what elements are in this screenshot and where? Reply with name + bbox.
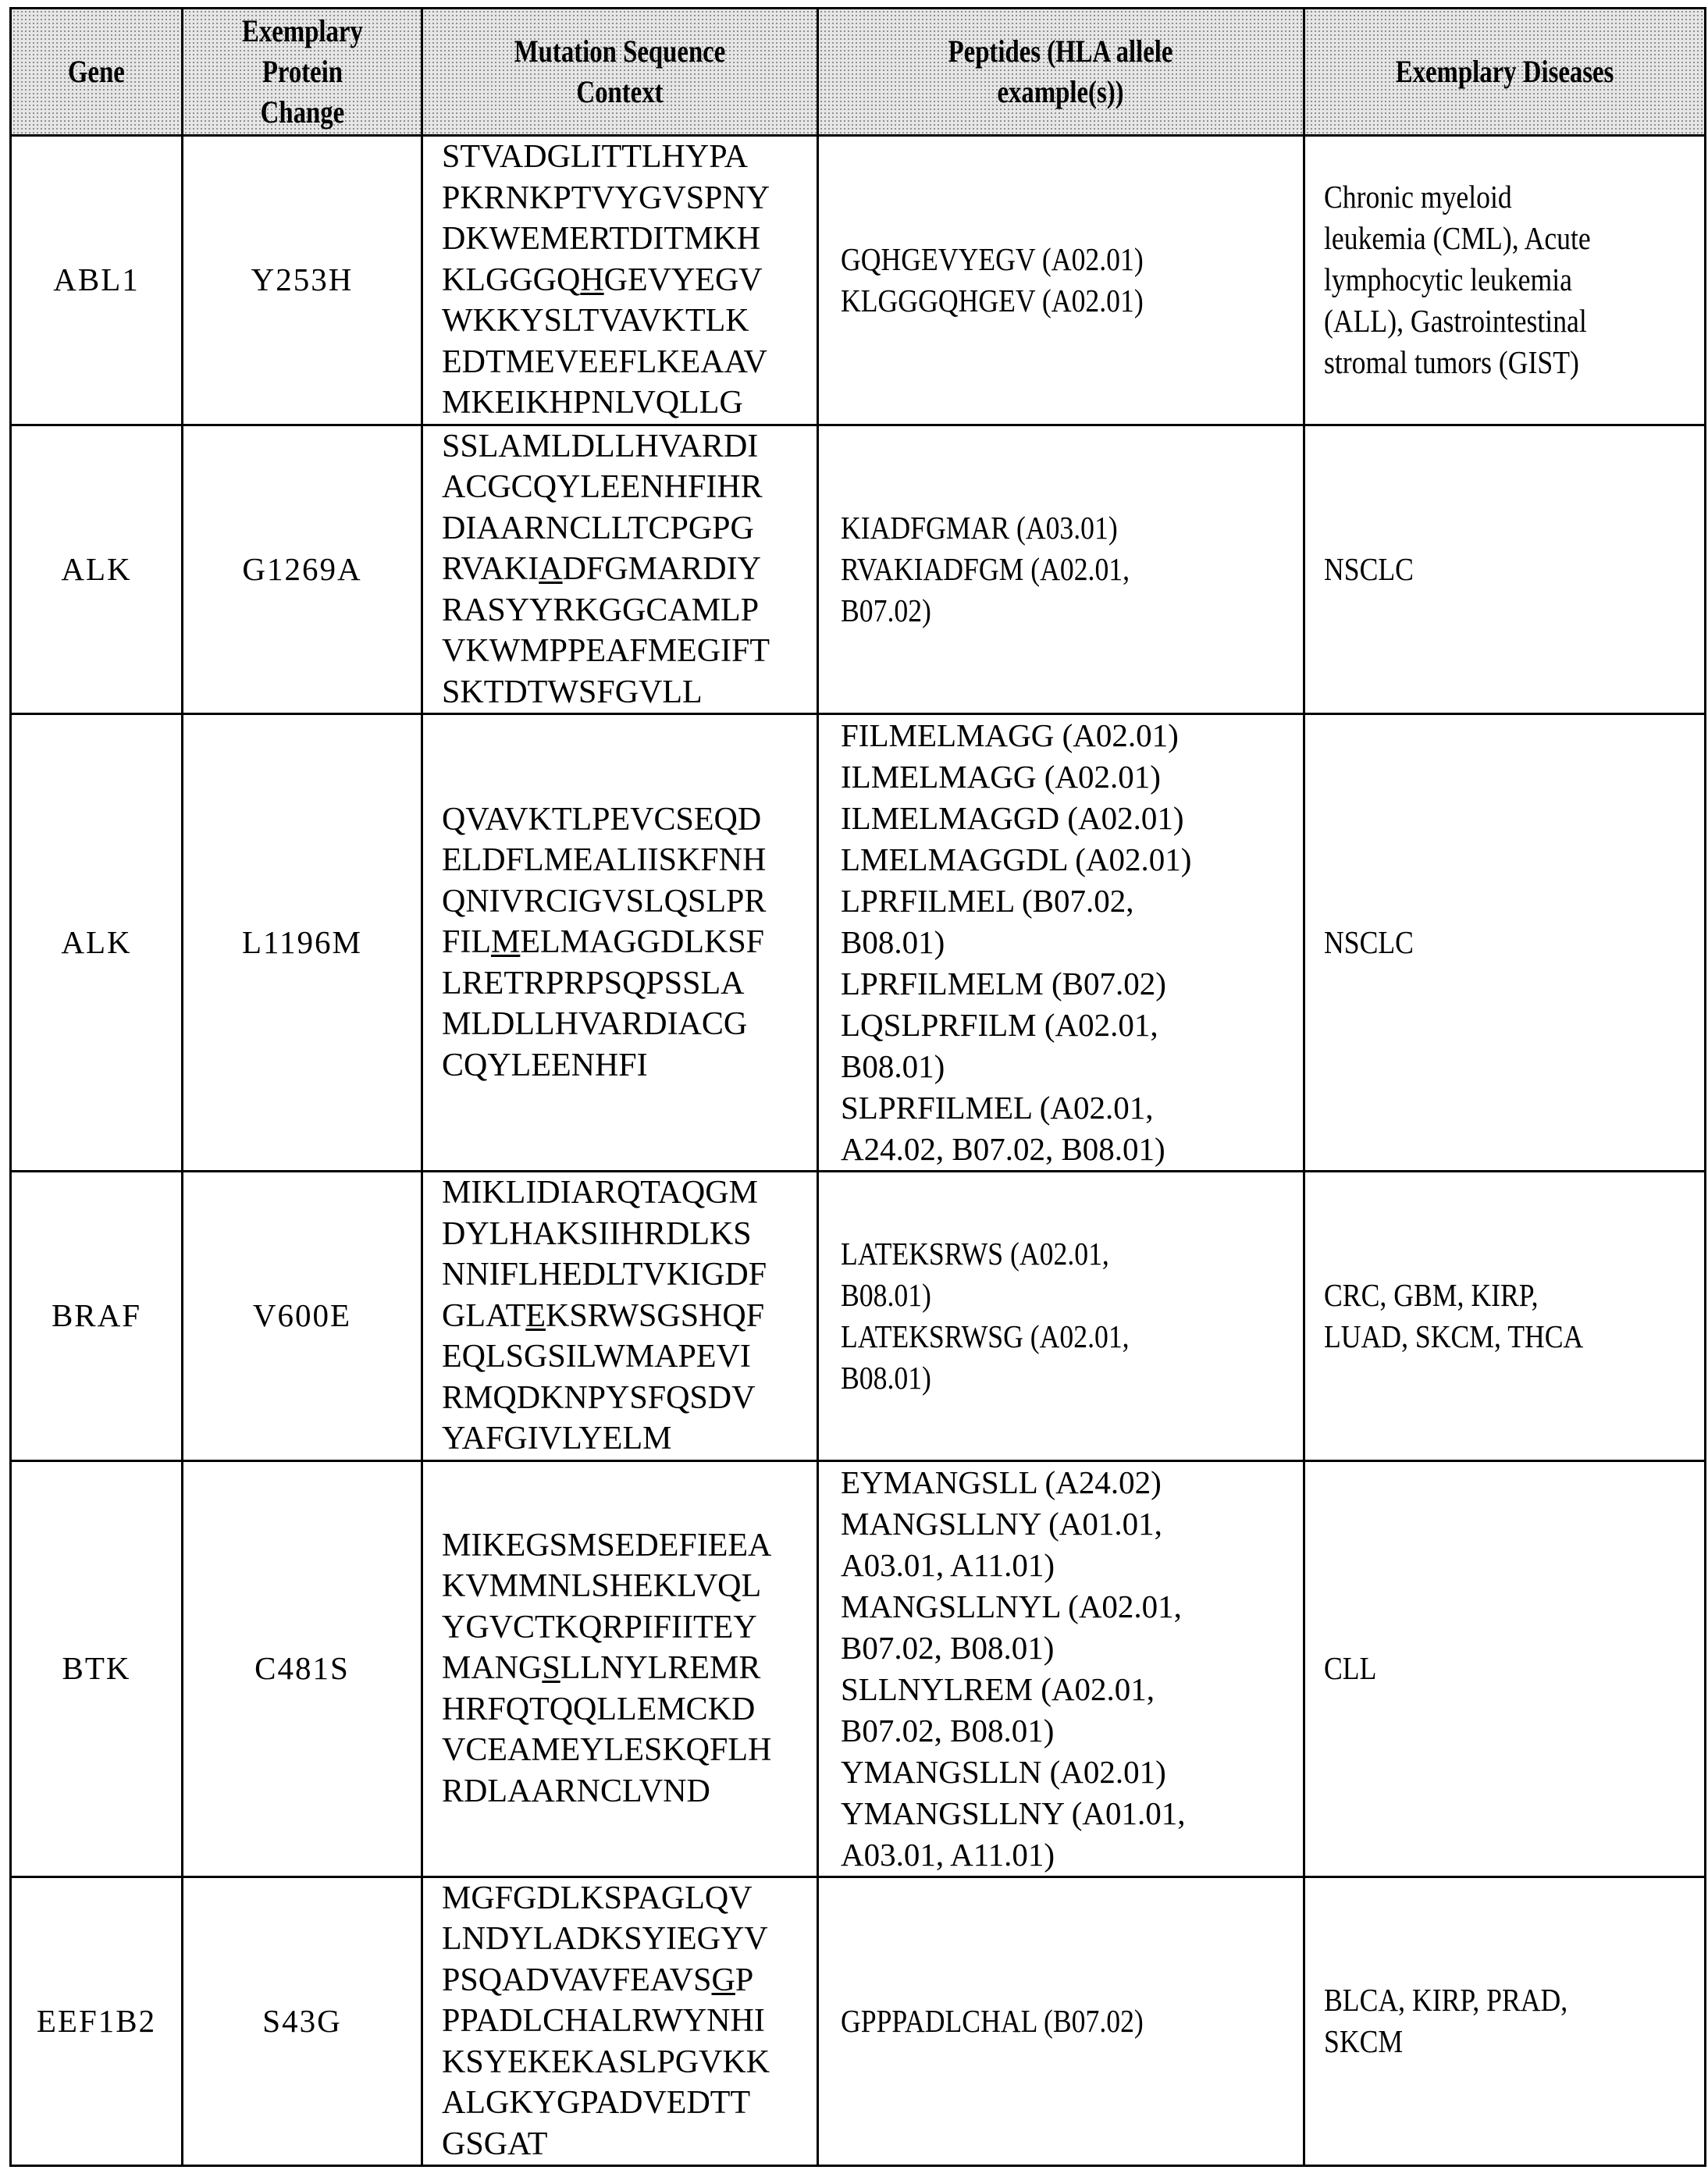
sequence-line [442, 2124, 817, 2165]
peptide-text: SLPRFILMEL (A02.01, [841, 1090, 1154, 1126]
mutated-residue: S [542, 1650, 560, 1687]
gene-cell: ALK [11, 714, 183, 1172]
peptide-line [841, 1316, 1303, 1357]
peptide-text: ILMELMAGG (A02.01) [841, 759, 1161, 795]
protein-change-cell: L1196M [183, 714, 422, 1172]
sequence-line [442, 2042, 817, 2083]
peptide-line [841, 239, 1303, 280]
sequence-text: ALGKYGPADVEDTT [442, 2085, 751, 2121]
sequence-text: YAFGIVLYELM [442, 1421, 672, 1457]
disease-text: stromal tumors (GIST) [1324, 344, 1579, 381]
sequence-text: KLGGGQ [442, 261, 581, 298]
sequence-text: ELDFLMEALIISKFNH [442, 842, 767, 879]
header-gene: Gene [11, 9, 183, 136]
peptide-line [841, 1834, 1303, 1876]
peptide-line [841, 1233, 1303, 1275]
sequence-line [442, 1878, 817, 1919]
sequence-line [442, 1771, 817, 1812]
peptide-line [841, 756, 1303, 798]
sequence-text: PKRNKPTVYGVSPNY [442, 180, 770, 216]
sequence-text: GSGAT [442, 2126, 548, 2162]
disease-line [1324, 1316, 1696, 1357]
sequence-text: NNIFLHEDLTVKIGDF [442, 1257, 767, 1293]
sequence-text: KSRWSGSHQF [545, 1297, 765, 1334]
header-row [11, 9, 1706, 136]
sequence-text: P [735, 1962, 754, 1998]
disease-line [1324, 1648, 1696, 1689]
peptide-text: RVAKIADFGM (A02.01, [841, 550, 1130, 587]
disease-text: LUAD, SKCM, THCA [1324, 1318, 1584, 1354]
header-protein-change: Exemplary Protein Change [183, 9, 422, 136]
peptide-line [841, 1129, 1303, 1170]
sequence-line [442, 1378, 817, 1419]
table-row [11, 425, 1706, 714]
disease-text: leukemia (CML), Acute [1324, 220, 1591, 257]
peptide-text: FILMELMAGG (A02.01) [841, 717, 1179, 753]
table-row [11, 1172, 1706, 1461]
sequence-line [442, 922, 817, 963]
disease-line [1324, 342, 1696, 383]
sequence-line [442, 1336, 817, 1378]
disease-line [1324, 218, 1696, 259]
peptide-line [841, 2001, 1303, 2042]
sequence-text: RDLAARNCLVND [442, 1773, 710, 1809]
sequence-text: KSYEKEKASLPGVKK [442, 2044, 770, 2080]
diseases-cell [1304, 1877, 1706, 2166]
sequence-line [442, 840, 817, 881]
disease-line [1324, 2021, 1696, 2062]
mutated-residue: E [525, 1297, 546, 1334]
gene-cell: ABL1 [11, 136, 183, 425]
sequence-text: DKWEMERTDITMKH [442, 221, 761, 257]
sequence-text: LNDYLADKSYIEGYV [442, 1921, 768, 1957]
sequence-line [442, 1296, 817, 1337]
peptide-line [841, 507, 1303, 549]
peptide-text: KLGGGQHGEV (A02.01) [841, 282, 1144, 318]
disease-line [1324, 259, 1696, 301]
peptide-line [841, 1046, 1303, 1087]
peptide-text: MANGSLLNY (A01.01, [841, 1505, 1162, 1542]
peptide-line [841, 1005, 1303, 1046]
peptide-text: B07.02, B08.01) [841, 1629, 1055, 1666]
peptide-line [841, 839, 1303, 880]
disease-line [1324, 1980, 1696, 2021]
mutated-residue: A [539, 551, 563, 587]
sequence-text: EDTMEVEEFLKEAAV [442, 343, 767, 380]
peptides-cell [818, 425, 1304, 714]
peptide-text: GQHGEVYEGV (A02.01) [841, 240, 1144, 277]
sequence-text: SKTDTWSFGVLL [442, 674, 703, 710]
sequence-text: LRETRPRPSQPSSLA [442, 965, 745, 1001]
peptides-cell [818, 714, 1304, 1172]
sequence-text: RMQDKNPYSFQSDV [442, 1379, 756, 1416]
sequence-line [442, 1525, 817, 1567]
peptide-text: YMANGSLLNY (A01.01, [841, 1795, 1186, 1831]
sequence-line [442, 549, 817, 590]
sequence-line [442, 590, 817, 631]
disease-text: lymphocytic leukemia [1324, 261, 1572, 298]
disease-text: SKCM [1324, 2023, 1404, 2060]
disease-text: Chronic myeloid [1324, 179, 1512, 215]
table-row [11, 1877, 1706, 2166]
peptide-text: GPPPADLCHAL (B07.02) [841, 2002, 1144, 2039]
peptide-line [841, 1545, 1303, 1586]
disease-text: (ALL), Gastrointestinal [1324, 303, 1587, 340]
peptide-line [841, 590, 1303, 631]
mutated-residue: G [711, 1962, 735, 1998]
sequence-line [442, 1004, 817, 1045]
diseases-cell [1304, 425, 1706, 714]
mutation-sequence-cell [422, 1877, 818, 2166]
diseases-cell [1304, 136, 1706, 425]
mutation-sequence-cell [422, 425, 818, 714]
peptide-text: B07.02, B08.01) [841, 1712, 1055, 1748]
disease-line [1324, 301, 1696, 342]
table-row [11, 714, 1706, 1172]
sequence-text: WKKYSLTVAVKTLK [442, 303, 749, 339]
peptide-line [841, 1462, 1303, 1503]
sequence-text: ELMAGGDLKSF [520, 924, 765, 961]
disease-text: CRC, GBM, KIRP, [1324, 1276, 1539, 1313]
header-mutation-sequence-context: Mutation Sequence Context [422, 9, 818, 136]
peptide-line [841, 922, 1303, 963]
protein-change-cell: Y253H [183, 136, 422, 425]
sequence-line [442, 2083, 817, 2124]
peptide-line [841, 1752, 1303, 1793]
sequence-text: PSQADVAVFEAVS [442, 1962, 712, 1998]
peptides-cell [818, 1172, 1304, 1461]
sequence-text: RASYYRKGGCAMLP [442, 592, 760, 628]
sequence-line [442, 881, 817, 923]
peptide-text: EYMANGSLL (A24.02) [841, 1464, 1162, 1500]
sequence-line [442, 2001, 817, 2042]
sequence-line [442, 631, 817, 672]
peptide-line [841, 1275, 1303, 1316]
gene-cell: ALK [11, 425, 183, 714]
sequence-text: DIAARNCLLTCPGPG [442, 510, 754, 546]
peptide-text: LQSLPRFILM (A02.01, [841, 1007, 1158, 1043]
protein-change-cell: V600E [183, 1172, 422, 1461]
peptides-cell [818, 136, 1304, 425]
peptide-text: B08.01) [841, 924, 945, 960]
sequence-line [442, 342, 817, 383]
protein-change-cell: G1269A [183, 425, 422, 714]
sequence-text: SSLAMLDLLHVARDI [442, 428, 759, 464]
sequence-text: EQLSGSILWMAPEVI [442, 1339, 751, 1375]
peptide-text: A03.01, A11.01) [841, 1546, 1055, 1583]
sequence-line [442, 508, 817, 550]
mutation-sequence-cell [422, 136, 818, 425]
mutation-sequence-cell [422, 1172, 818, 1461]
mutation-peptide-table [9, 7, 1706, 2167]
sequence-line [442, 178, 817, 219]
sequence-text: MANG [442, 1650, 543, 1687]
sequence-line [442, 467, 817, 508]
peptide-text: A03.01, A11.01) [841, 1836, 1055, 1873]
sequence-text: GLAT [442, 1297, 526, 1334]
sequence-line [442, 382, 817, 424]
sequence-text: VKWMPPEAFMEGIFT [442, 633, 770, 669]
peptide-line [841, 1503, 1303, 1545]
protein-change-cell: S43G [183, 1877, 422, 2166]
diseases-cell [1304, 1172, 1706, 1461]
peptide-line [841, 1710, 1303, 1752]
sequence-line [442, 219, 817, 260]
peptide-text: B07.02) [841, 592, 931, 628]
header-exemplary-diseases: Exemplary Diseases [1304, 9, 1706, 136]
peptide-text: YMANGSLLN (A02.01) [841, 1753, 1166, 1790]
sequence-text: HRFQTQQLLEMCKD [442, 1691, 756, 1727]
sequence-text: GEVYEGV [603, 261, 763, 298]
disease-text: NSCLC [1324, 550, 1414, 587]
sequence-line [442, 260, 817, 301]
sequence-line [442, 1045, 817, 1087]
sequence-line [442, 1254, 817, 1296]
sequence-text: DFGMARDIY [562, 551, 761, 587]
sequence-text: DYLHAKSIIHRDLKS [442, 1215, 752, 1252]
sequence-text: MGFGDLKSPAGLQV [442, 1880, 753, 1916]
table-body [11, 136, 1706, 2166]
sequence-line [442, 1172, 817, 1214]
sequence-text: YGVCTKQRPIFIITEY [442, 1609, 757, 1645]
disease-text: CLL [1324, 1650, 1377, 1686]
peptide-text: B08.01) [841, 1048, 945, 1084]
peptide-line [841, 880, 1303, 922]
sequence-line [442, 301, 817, 342]
peptide-text: LPRFILMELM (B07.02) [841, 966, 1166, 1001]
sequence-text: FIL [442, 924, 491, 961]
sequence-line [442, 137, 817, 178]
disease-line [1324, 1275, 1696, 1316]
sequence-line [442, 1730, 817, 1771]
sequence-line [442, 1566, 817, 1607]
peptide-line [841, 549, 1303, 590]
mutation-sequence-cell [422, 714, 818, 1172]
peptide-text: B08.01) [841, 1359, 931, 1396]
sequence-line [442, 1960, 817, 2001]
sequence-line [442, 426, 817, 468]
peptide-line [841, 1087, 1303, 1129]
peptide-text: MANGSLLNYL (A02.01, [841, 1588, 1182, 1624]
protein-change-cell: C481S [183, 1460, 422, 1877]
gene-cell: BRAF [11, 1172, 183, 1461]
gene-cell: EEF1B2 [11, 1877, 183, 2166]
mutated-residue: M [491, 924, 521, 961]
peptide-text: ILMELMAGGD (A02.01) [841, 800, 1184, 836]
peptide-text: LPRFILMEL (B07.02, [841, 883, 1134, 919]
disease-line [1324, 922, 1696, 963]
sequence-text: RVAKI [442, 551, 539, 587]
peptide-line [841, 715, 1303, 756]
sequence-text: MIKEGSMSEDEFIEEA [442, 1527, 772, 1563]
header-peptides: Peptides (HLA allele example(s)) [818, 9, 1304, 136]
peptides-cell [818, 1460, 1304, 1877]
peptide-line [841, 1357, 1303, 1399]
disease-text: BLCA, KIRP, PRAD, [1324, 1982, 1568, 2019]
sequence-text: ACGCQYLEENHFIHR [442, 469, 763, 505]
peptide-line [841, 1793, 1303, 1834]
sequence-text: MKEIKHPNLVQLLG [442, 385, 743, 421]
sequence-text: PPADLCHALRWYNHI [442, 2003, 765, 2039]
sequence-text: QVAVKTLPEVCSEQD [442, 801, 762, 838]
sequence-text: MIKLIDIARQTAQGM [442, 1175, 758, 1211]
disease-line [1324, 176, 1696, 218]
peptide-text: LATEKSRWS (A02.01, [841, 1235, 1109, 1272]
mutated-residue: H [580, 261, 604, 298]
table-row [11, 1460, 1706, 1877]
sequence-text: KVMMNLSHEKLVQL [442, 1568, 762, 1605]
sequence-line [442, 1418, 817, 1460]
sequence-text: STVADGLITTLHYPA [442, 139, 749, 175]
sequence-text: QNIVRCIGVSLQSLPR [442, 883, 767, 920]
table-row [11, 136, 1706, 425]
sequence-line [442, 1919, 817, 1960]
sequence-text: VCEAMEYLESKQFLH [442, 1732, 772, 1769]
sequence-line [442, 1607, 817, 1649]
sequence-line [442, 799, 817, 841]
disease-line [1324, 549, 1696, 590]
diseases-cell [1304, 1460, 1706, 1877]
peptide-line [841, 963, 1303, 1005]
sequence-text: MLDLLHVARDIACG [442, 1006, 748, 1043]
diseases-cell [1304, 714, 1706, 1172]
peptide-line [841, 280, 1303, 322]
peptide-line [841, 1669, 1303, 1710]
sequence-text: CQYLEENHFI [442, 1047, 648, 1083]
sequence-line [442, 672, 817, 713]
peptides-cell [818, 1877, 1304, 2166]
peptide-line [841, 1628, 1303, 1669]
peptide-line [841, 798, 1303, 839]
peptide-text: KIADFGMAR (A03.01) [841, 509, 1118, 546]
peptide-text: LATEKSRWSG (A02.01, [841, 1318, 1130, 1354]
peptide-text: SLLNYLREM (A02.01, [841, 1670, 1155, 1707]
peptide-text: A24.02, B07.02, B08.01) [841, 1131, 1165, 1167]
mutation-sequence-cell [422, 1460, 818, 1877]
sequence-line [442, 963, 817, 1005]
gene-cell: BTK [11, 1460, 183, 1877]
disease-text: NSCLC [1324, 924, 1414, 960]
sequence-text: LLNYLREMR [560, 1650, 761, 1687]
sequence-line [442, 1648, 817, 1689]
peptide-line [841, 1586, 1303, 1628]
peptide-text: LMELMAGGDL (A02.01) [841, 841, 1192, 877]
sequence-line [442, 1214, 817, 1255]
sequence-line [442, 1689, 817, 1731]
peptide-text: B08.01) [841, 1276, 931, 1313]
